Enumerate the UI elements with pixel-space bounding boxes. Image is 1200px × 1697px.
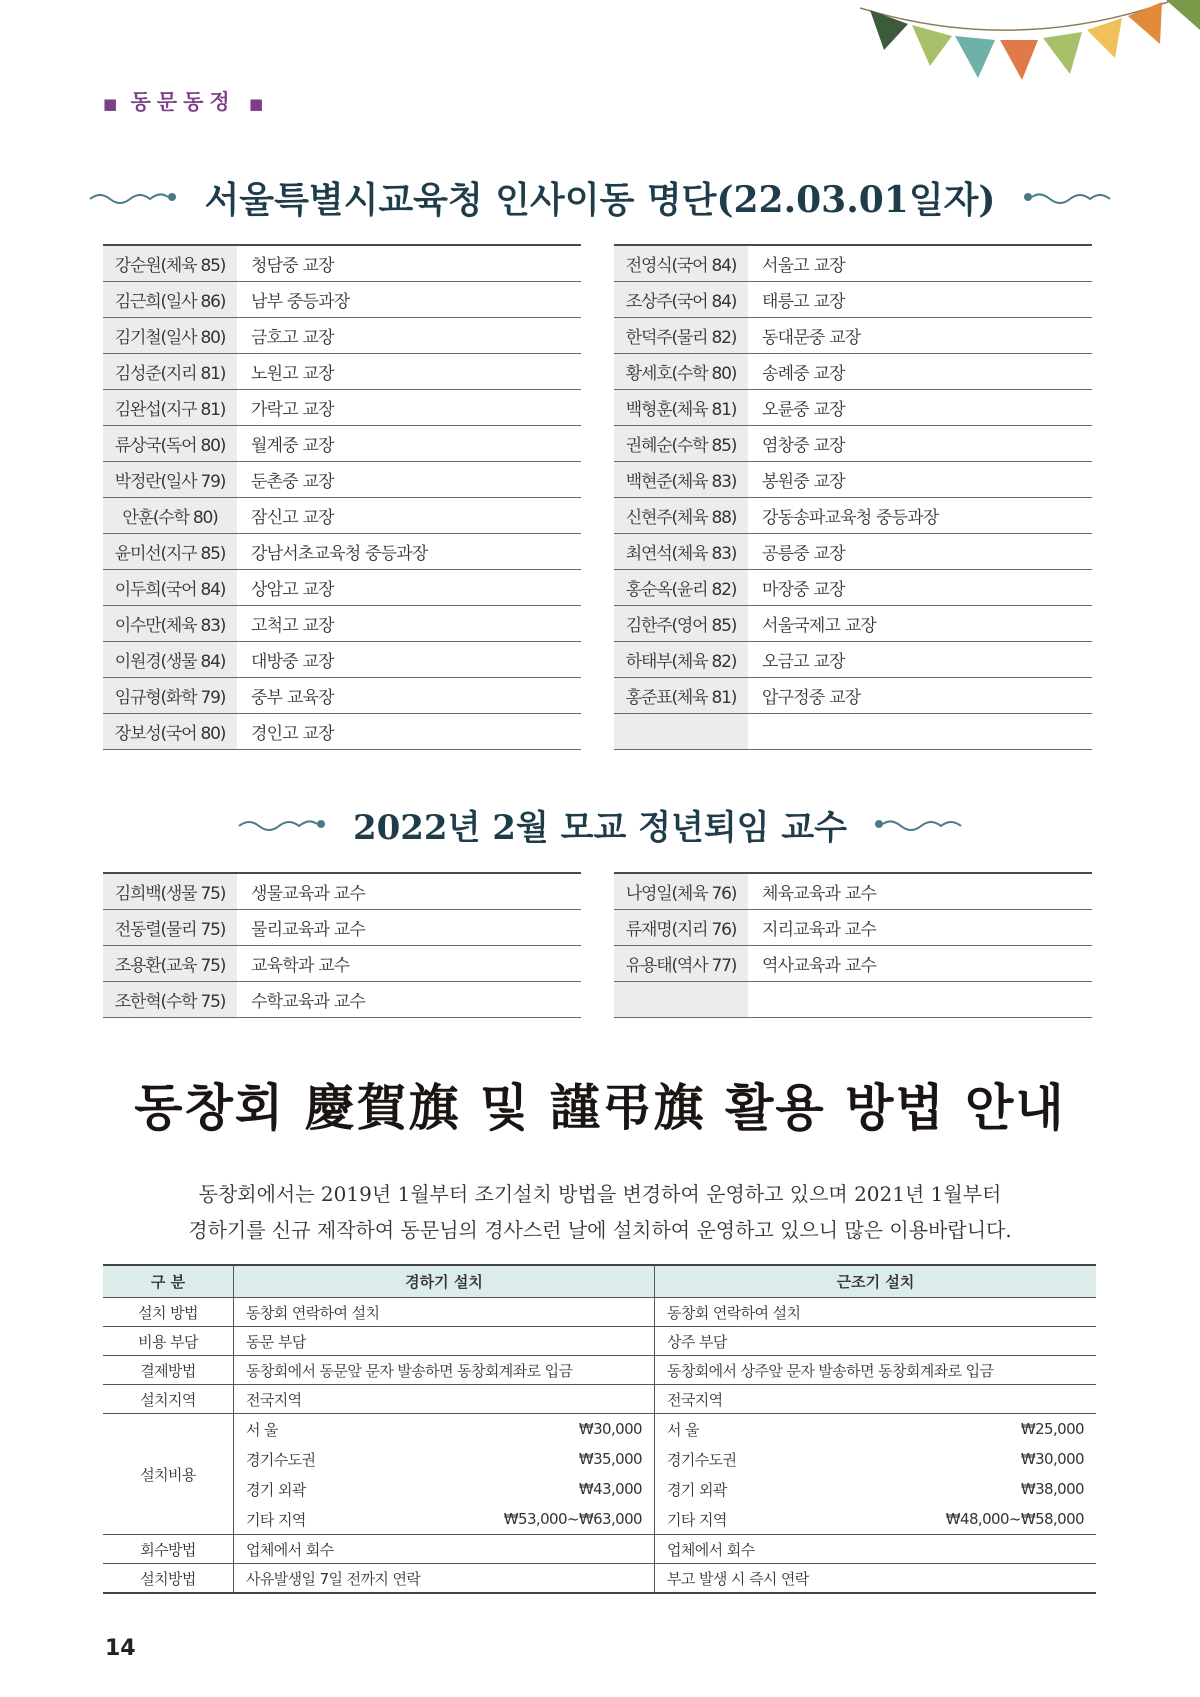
row-label: 회수방법: [103, 1535, 234, 1564]
cost-price: ₩43,000: [578, 1480, 642, 1498]
person-position: 오금고 교장: [762, 652, 845, 672]
cost-price: ₩48,000~₩58,000: [945, 1510, 1084, 1528]
cost-price: ₩53,000~₩63,000: [503, 1510, 642, 1528]
person-name: 장보성(국어 80): [103, 714, 237, 749]
cost-price: ₩35,000: [578, 1450, 642, 1468]
person-position: 수학교육과 교수: [251, 992, 365, 1012]
person-position: 역사교육과 교수: [762, 956, 876, 976]
section-tag-label: 동문동정: [130, 90, 236, 114]
person-name: 유용태(역사 77): [614, 946, 748, 981]
cost-region: 서 울: [667, 1420, 699, 1439]
person-name: 강순원(체육 85): [103, 246, 237, 281]
person-position: 남부 중등과장: [251, 292, 350, 312]
congrats-cell: 업체에서 회수: [234, 1535, 655, 1564]
person-name: 신현주(체육 88): [614, 498, 748, 533]
condolence-cell: 업체에서 회수: [655, 1535, 1097, 1564]
list-item: [614, 946, 1092, 982]
list-item: [103, 982, 581, 1018]
cost-item: [234, 1414, 654, 1444]
person-position: 송례중 교장: [762, 364, 845, 384]
person-name: 나영일(체육 76): [614, 874, 748, 909]
transfer-list-left: [103, 244, 581, 750]
congrats-cell: 전국지역: [234, 1385, 655, 1414]
person-position: 가락고 교장: [251, 400, 334, 420]
person-name: 권혜순(수학 85): [614, 426, 748, 461]
person-position: 대방중 교장: [251, 652, 334, 672]
person-name: 박정란(일사 79): [103, 462, 237, 497]
retire-list-left: [103, 872, 581, 1018]
transfer-heading: [0, 172, 1200, 223]
cost-region: 기타 지역: [667, 1510, 727, 1529]
list-item: [103, 910, 581, 946]
row-label: 결제방법: [103, 1356, 234, 1385]
person-name: 김완섭(지구 81): [103, 390, 237, 425]
cost-item: [655, 1504, 1096, 1534]
list-item: [103, 874, 581, 910]
person-position: 압구정중 교장: [762, 688, 861, 708]
ornament-right-icon: [1022, 187, 1112, 209]
person-name: 이두희(국어 84): [103, 570, 237, 605]
cost-item: [234, 1504, 654, 1534]
list-item: [614, 246, 1092, 282]
person-position: 염창중 교장: [762, 436, 845, 456]
person-position: 월계중 교장: [251, 436, 334, 456]
person-name: 백형훈(체육 81): [614, 390, 748, 425]
cost-region: 기타 지역: [246, 1510, 306, 1529]
list-item: [614, 426, 1092, 462]
cost-region: 경기수도권: [246, 1450, 316, 1469]
row-label: 비용 부담: [103, 1327, 234, 1356]
row-label: 설치비용: [103, 1414, 234, 1535]
cost-item: [655, 1414, 1096, 1444]
cost-price: ₩25,000: [1020, 1420, 1084, 1438]
congrats-cell: 동창회에서 동문앞 문자 발송하면 동창회계좌로 입금: [234, 1356, 655, 1385]
person-name: 홍준표(체육 81): [614, 678, 748, 713]
person-name: [614, 982, 748, 1017]
person-position: 서울고 교장: [762, 256, 845, 276]
person-position: 강동송파교육청 중등과장: [762, 508, 939, 528]
col-category: 구 분: [103, 1265, 234, 1298]
cost-price: ₩30,000: [578, 1420, 642, 1438]
congrats-cost-cell: [234, 1414, 655, 1535]
person-position: 둔촌중 교장: [251, 472, 334, 492]
person-position: 고척고 교장: [251, 616, 334, 636]
condolence-cell: 동창회 연락하여 설치: [655, 1298, 1097, 1327]
person-name: 황세호(수학 80): [614, 354, 748, 389]
list-item: [614, 678, 1092, 714]
person-name: 전영식(국어 84): [614, 246, 748, 281]
list-item: [103, 714, 581, 750]
person-name: 김한주(영어 85): [614, 606, 748, 641]
list-item: [103, 642, 581, 678]
list-item: [103, 498, 581, 534]
table-row: [103, 1564, 1096, 1594]
list-item: [614, 714, 1092, 750]
table-row: [103, 1414, 1096, 1535]
cost-price: ₩38,000: [1020, 1480, 1084, 1498]
person-position: 물리교육과 교수: [251, 920, 365, 940]
col-congrats: 경하기 설치: [234, 1265, 655, 1298]
person-name: 백현준(체육 83): [614, 462, 748, 497]
cost-region: 경기 외곽: [667, 1480, 727, 1499]
table-row: [103, 1385, 1096, 1414]
person-name: 류재명(지리 76): [614, 910, 748, 945]
list-item: [614, 534, 1092, 570]
person-position: 금호고 교장: [251, 328, 334, 348]
ornament-left-icon: [88, 187, 178, 209]
cost-region: 경기수도권: [667, 1450, 737, 1469]
row-label: 설치지역: [103, 1385, 234, 1414]
condolence-cell: 동창회에서 상주앞 문자 발송하면 동창회계좌로 입금: [655, 1356, 1097, 1385]
list-item: [614, 910, 1092, 946]
list-item: [103, 606, 581, 642]
person-position: 동대문중 교장: [762, 328, 861, 348]
condolence-cell: 전국지역: [655, 1385, 1097, 1414]
table-row: [103, 1298, 1096, 1327]
person-position: 상암고 교장: [251, 580, 334, 600]
list-item: [103, 282, 581, 318]
list-item: [614, 390, 1092, 426]
person-name: [614, 714, 748, 749]
list-item: [614, 982, 1092, 1018]
list-item: [103, 318, 581, 354]
person-position: 경인고 교장: [251, 724, 334, 744]
person-name: 이원경(생물 84): [103, 642, 237, 677]
intro-line-1: 동창회에서는 2019년 1월부터 조기설치 방법을 변경하여 운영하고 있으며 2021년 1월부터: [198, 1182, 1002, 1206]
list-item: [103, 426, 581, 462]
list-item: [614, 498, 1092, 534]
person-name: 조용환(교육 75): [103, 946, 237, 981]
person-position: 강남서초교육청 중등과장: [251, 544, 428, 564]
list-item: [103, 678, 581, 714]
person-name: 홍순옥(윤리 82): [614, 570, 748, 605]
person-name: 안훈(수학 80): [103, 498, 237, 533]
person-position: 태릉고 교장: [762, 292, 845, 312]
person-position: 청담중 교장: [251, 256, 334, 276]
list-item: [614, 570, 1092, 606]
list-item: [103, 462, 581, 498]
person-name: 김기철(일사 80): [103, 318, 237, 353]
list-item: [103, 570, 581, 606]
person-name: 조상주(국어 84): [614, 282, 748, 317]
transfer-heading-text: 서울특별시교육청 인사이동 명단(22.03.01일자): [204, 179, 996, 221]
list-item: [103, 246, 581, 282]
person-position: 중부 교육장: [251, 688, 334, 708]
person-position: 체육교육과 교수: [762, 884, 876, 904]
cost-item: [234, 1444, 654, 1474]
person-name: 전동렬(물리 75): [103, 910, 237, 945]
table-row: [103, 1535, 1096, 1564]
condolence-cell: 상주 부담: [655, 1327, 1097, 1356]
list-item: [614, 606, 1092, 642]
person-name: 김성준(지리 81): [103, 354, 237, 389]
list-item: [614, 462, 1092, 498]
person-name: 조한혁(수학 75): [103, 982, 237, 1017]
flag-table: [103, 1264, 1096, 1594]
person-name: 이수만(체육 83): [103, 606, 237, 641]
retire-heading-text: 2022년 2월 모교 정년퇴임 교수: [352, 808, 848, 848]
person-name: 하태부(체육 82): [614, 642, 748, 677]
person-position: 공릉중 교장: [762, 544, 845, 564]
retire-list-right: [614, 872, 1092, 1018]
person-position: 마장중 교장: [762, 580, 845, 600]
list-item: [103, 534, 581, 570]
cost-price: ₩30,000: [1020, 1450, 1084, 1468]
person-name: 최연석(체육 83): [614, 534, 748, 569]
person-position: 지리교육과 교수: [762, 920, 876, 940]
table-row: [103, 1327, 1096, 1356]
col-condolence: 근조기 설치: [655, 1265, 1097, 1298]
list-item: [103, 390, 581, 426]
list-item: [614, 874, 1092, 910]
person-position: 노원고 교장: [251, 364, 334, 384]
person-position: 서울국제고 교장: [762, 616, 876, 636]
person-name: 김희백(생물 75): [103, 874, 237, 909]
cost-region: 서 울: [246, 1420, 278, 1439]
person-position: 잠신고 교장: [251, 508, 334, 528]
person-position: 봉원중 교장: [762, 472, 845, 492]
cost-item: [655, 1444, 1096, 1474]
person-name: 김근희(일사 86): [103, 282, 237, 317]
list-item: [614, 642, 1092, 678]
list-item: [614, 354, 1092, 390]
list-item: [614, 318, 1092, 354]
square-icon: ■: [248, 95, 264, 113]
person-name: 윤미선(지구 85): [103, 534, 237, 569]
condolence-cost-cell: [655, 1414, 1097, 1535]
congrats-cell: 동창회 연락하여 설치: [234, 1298, 655, 1327]
cost-item: [234, 1474, 654, 1504]
table-row: [103, 1356, 1096, 1385]
cost-region: 경기 외곽: [246, 1480, 306, 1499]
person-position: 생물교육과 교수: [251, 884, 365, 904]
person-position: 오륜중 교장: [762, 400, 845, 420]
person-name: 임규형(화학 79): [103, 678, 237, 713]
person-name: 한덕주(물리 82): [614, 318, 748, 353]
condolence-cell: 부고 발생 시 즉시 연락: [655, 1564, 1097, 1594]
ornament-left-icon: [237, 814, 327, 836]
square-icon: ■: [103, 95, 118, 113]
congrats-cell: 동문 부담: [234, 1327, 655, 1356]
retire-heading: [0, 800, 1200, 849]
list-item: [103, 946, 581, 982]
transfer-list-right: [614, 244, 1092, 750]
cost-item: [655, 1474, 1096, 1504]
list-item: [103, 354, 581, 390]
section-tag: [103, 86, 263, 116]
list-item: [614, 282, 1092, 318]
person-position: 교육학과 교수: [251, 956, 350, 976]
intro-line-2: 경하기를 신규 제작하여 동문님의 경사스런 날에 설치하여 운영하고 있으니 많은 이용바랍니다.: [188, 1218, 1012, 1242]
notice-title: 동창회 慶賀旗 및 謹弔旗 활용 방법 안내: [134, 1078, 1066, 1137]
row-label: 설치 방법: [103, 1298, 234, 1327]
congrats-cell: 사유발생일 7일 전까지 연락: [234, 1564, 655, 1594]
page-number: 14: [105, 1636, 136, 1661]
table-header-row: [103, 1265, 1096, 1298]
ornament-right-icon: [873, 814, 963, 836]
row-label: 설치방법: [103, 1564, 234, 1594]
bunting-decoration: [860, 0, 1200, 100]
person-name: 류상국(독어 80): [103, 426, 237, 461]
